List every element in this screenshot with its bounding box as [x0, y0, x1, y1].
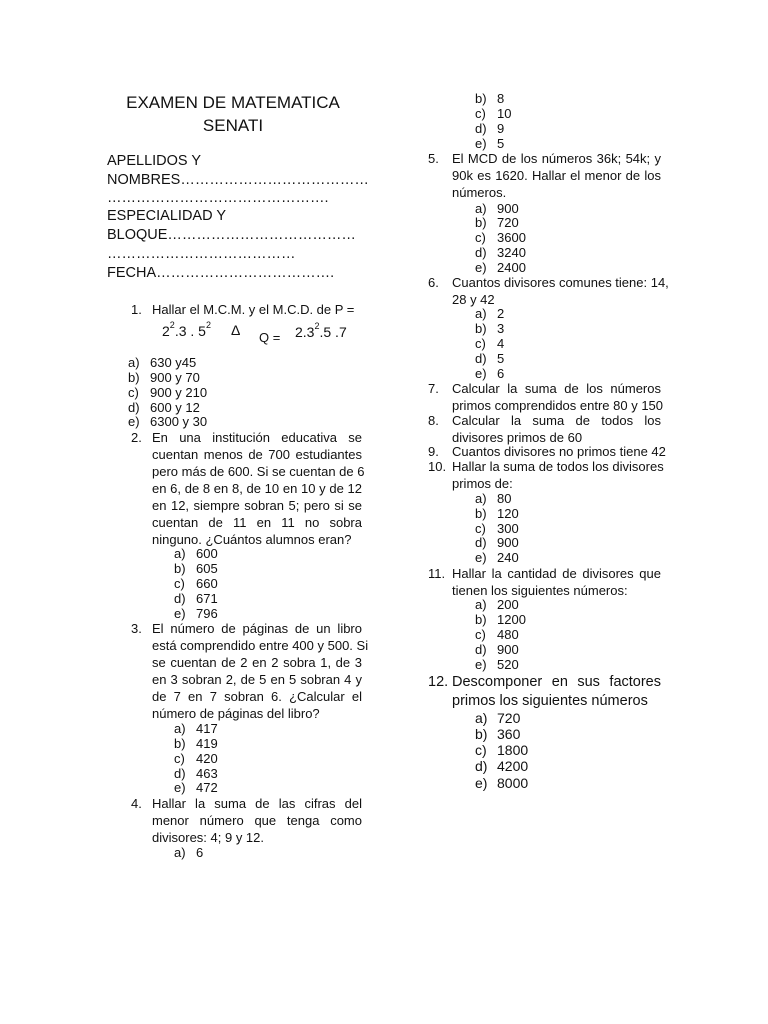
option-b[interactable]: b) 419 — [174, 736, 218, 751]
option-a[interactable]: a) 600 — [174, 546, 218, 561]
option-a[interactable]: a) 80 — [475, 491, 512, 506]
question-text: Hallar la suma de las cifras del — [152, 796, 362, 811]
option-d[interactable]: d) 900 — [475, 642, 519, 657]
option-c[interactable]: c) 900 y 210 — [128, 385, 208, 400]
question-number: 4. — [131, 796, 142, 811]
formula-q: $2.3^2.5$ .7 — [295, 321, 347, 340]
option-b[interactable]: b) 360 — [475, 726, 521, 742]
question-text: menor número que tenga como — [152, 813, 362, 828]
option-a[interactable]: a) 200 — [475, 597, 519, 612]
question-text: 90k es 1620. Hallar el menor de los — [452, 168, 661, 183]
question-text: tienen los siguientes números: — [452, 583, 628, 598]
question-text: Hallar la suma de todos los divisores — [452, 459, 664, 474]
page-subtitle: SENATI — [202, 116, 264, 135]
formula-p: $2^2.3$ . $5^2$ — [162, 320, 211, 339]
question-text: Hallar el M.C.M. y el M.C.D. de P = — [152, 302, 355, 317]
option-d[interactable]: d) 5 — [475, 351, 505, 366]
option-d[interactable]: d) 600 y 12 — [128, 400, 200, 415]
option-c[interactable]: c) 1800 — [475, 742, 529, 758]
option-d[interactable]: d) 9 — [475, 121, 505, 136]
option-a[interactable]: a) 720 — [475, 710, 521, 726]
especialidad-label: ESPECIALIDAD Y — [107, 208, 227, 224]
option-d[interactable]: d) 671 — [174, 591, 218, 606]
question-text: cuentan menos de 700 estudiantes — [152, 447, 362, 462]
option-b[interactable]: b) 1200 — [475, 612, 526, 627]
option-e[interactable]: e) 520 — [475, 657, 519, 672]
question-number: 2. — [131, 430, 142, 445]
bloque-field-continuation: ………………………………… — [107, 246, 296, 262]
option-e[interactable]: e) 240 — [475, 550, 519, 565]
option-b[interactable]: b) 720 — [475, 215, 519, 230]
option-e[interactable]: e) 6 — [475, 366, 505, 381]
question-number: 6. — [428, 275, 439, 290]
question-text: está comprendido entre 400 y 500. Si — [152, 638, 369, 653]
option-e[interactable]: e) 796 — [174, 606, 218, 621]
option-c[interactable]: c) 4 — [475, 336, 505, 351]
option-e[interactable]: e) 6300 y 30 — [128, 414, 208, 429]
option-a[interactable]: a) 6 — [174, 845, 204, 860]
question-text: en 3 sobran 2, de 5 en 5 sobran 4 y — [152, 672, 362, 687]
question-text: Descomponer en sus factores — [452, 674, 661, 690]
question-text: de 7 en 7 sobran 6. ¿Calcular el — [152, 689, 362, 704]
question-text: se cuentan de 2 en 2 sobra 1, de 3 — [152, 655, 362, 670]
option-b[interactable]: b) 605 — [174, 561, 218, 576]
option-c[interactable]: c) 300 — [475, 521, 519, 536]
question-text: cuentan de 11 en 11 no sobra — [152, 515, 362, 530]
question-text: divisores: 4; 9 y 12. — [152, 830, 264, 845]
option-c[interactable]: c) 10 — [475, 106, 512, 121]
question-number: 9. — [428, 444, 439, 459]
option-a[interactable]: a) 900 — [475, 201, 519, 216]
question-text: en 12, siempre sobran 5; pero si se — [152, 498, 362, 513]
apellidos-label: APELLIDOS Y — [107, 153, 202, 169]
nombres-field-continuation: ………………………………………. — [107, 190, 329, 206]
formula-q-label: Q = — [259, 330, 281, 345]
option-a[interactable]: a) 417 — [174, 721, 218, 736]
option-d[interactable]: d) 900 — [475, 535, 519, 550]
question-text: en 6, de 8 en 8, de 10 en 10 y de 12 — [152, 481, 362, 496]
page-title: EXAMEN DE MATEMATICA — [126, 93, 340, 112]
question-text: ninguno. ¿Cuántos alumnos eran? — [152, 532, 352, 547]
option-c[interactable]: c) 660 — [174, 576, 218, 591]
question-text: números. — [452, 185, 507, 200]
nombres-field: NOMBRES………………………………… — [107, 172, 369, 188]
question-text: número de páginas del libro? — [152, 706, 320, 721]
question-number: 3. — [131, 621, 142, 636]
question-text: El MCD de los números 36k; 54k; y — [452, 151, 661, 166]
question-text: En una institución educativa se — [152, 430, 362, 445]
option-e[interactable]: e) 472 — [174, 780, 218, 795]
option-c[interactable]: c) 420 — [174, 751, 218, 766]
option-c[interactable]: c) 480 — [475, 627, 519, 642]
question-number: 12. — [428, 674, 449, 690]
question-number: 1. — [131, 302, 142, 317]
option-a[interactable]: a) 630 y45 — [128, 355, 197, 370]
question-text: primos los siguientes números — [452, 693, 648, 709]
option-d[interactable]: d) 4200 — [475, 758, 529, 774]
option-e[interactable]: e) 8000 — [475, 775, 529, 791]
delta-symbol: Δ — [231, 322, 241, 338]
question-text: 28 y 42 — [452, 292, 495, 307]
question-text: divisores primos de 60 — [452, 430, 583, 445]
question-number: 5. — [428, 151, 439, 166]
option-b[interactable]: b) 8 — [475, 91, 505, 106]
question-text: Cuantos divisores comunes tiene: 14, — [452, 275, 669, 290]
option-b[interactable]: b) 120 — [475, 506, 519, 521]
question-number: 8. — [428, 413, 439, 428]
option-b[interactable]: b) 900 y 70 — [128, 370, 200, 385]
option-b[interactable]: b) 3 — [475, 321, 505, 336]
question-number: 7. — [428, 381, 439, 396]
question-text: primos comprendidos entre 80 y 150 — [452, 398, 664, 413]
question-text: primos de: — [452, 476, 513, 491]
fecha-field: FECHA………………………………. — [107, 265, 335, 281]
option-e[interactable]: e) 5 — [475, 136, 505, 151]
option-a[interactable]: a) 2 — [475, 306, 505, 321]
question-number: 11. — [428, 566, 446, 581]
question-number: 10. — [428, 459, 447, 474]
question-text: Hallar la cantidad de divisores que — [452, 566, 661, 581]
option-d[interactable]: d) 3240 — [475, 245, 526, 260]
option-e[interactable]: e) 2400 — [475, 260, 526, 275]
question-text: Calcular la suma de todos los — [452, 413, 661, 428]
option-d[interactable]: d) 463 — [174, 766, 218, 781]
question-text: El número de páginas de un libro — [152, 621, 362, 636]
question-text: Cuantos divisores no primos tiene 42 — [452, 444, 666, 459]
bloque-field: BLOQUE………………………………… — [107, 227, 356, 243]
option-c[interactable]: c) 3600 — [475, 230, 526, 245]
question-text: Calcular la suma de los números — [452, 381, 661, 396]
question-text: pero más de 600. Si se cuentan de 6 — [152, 464, 365, 479]
